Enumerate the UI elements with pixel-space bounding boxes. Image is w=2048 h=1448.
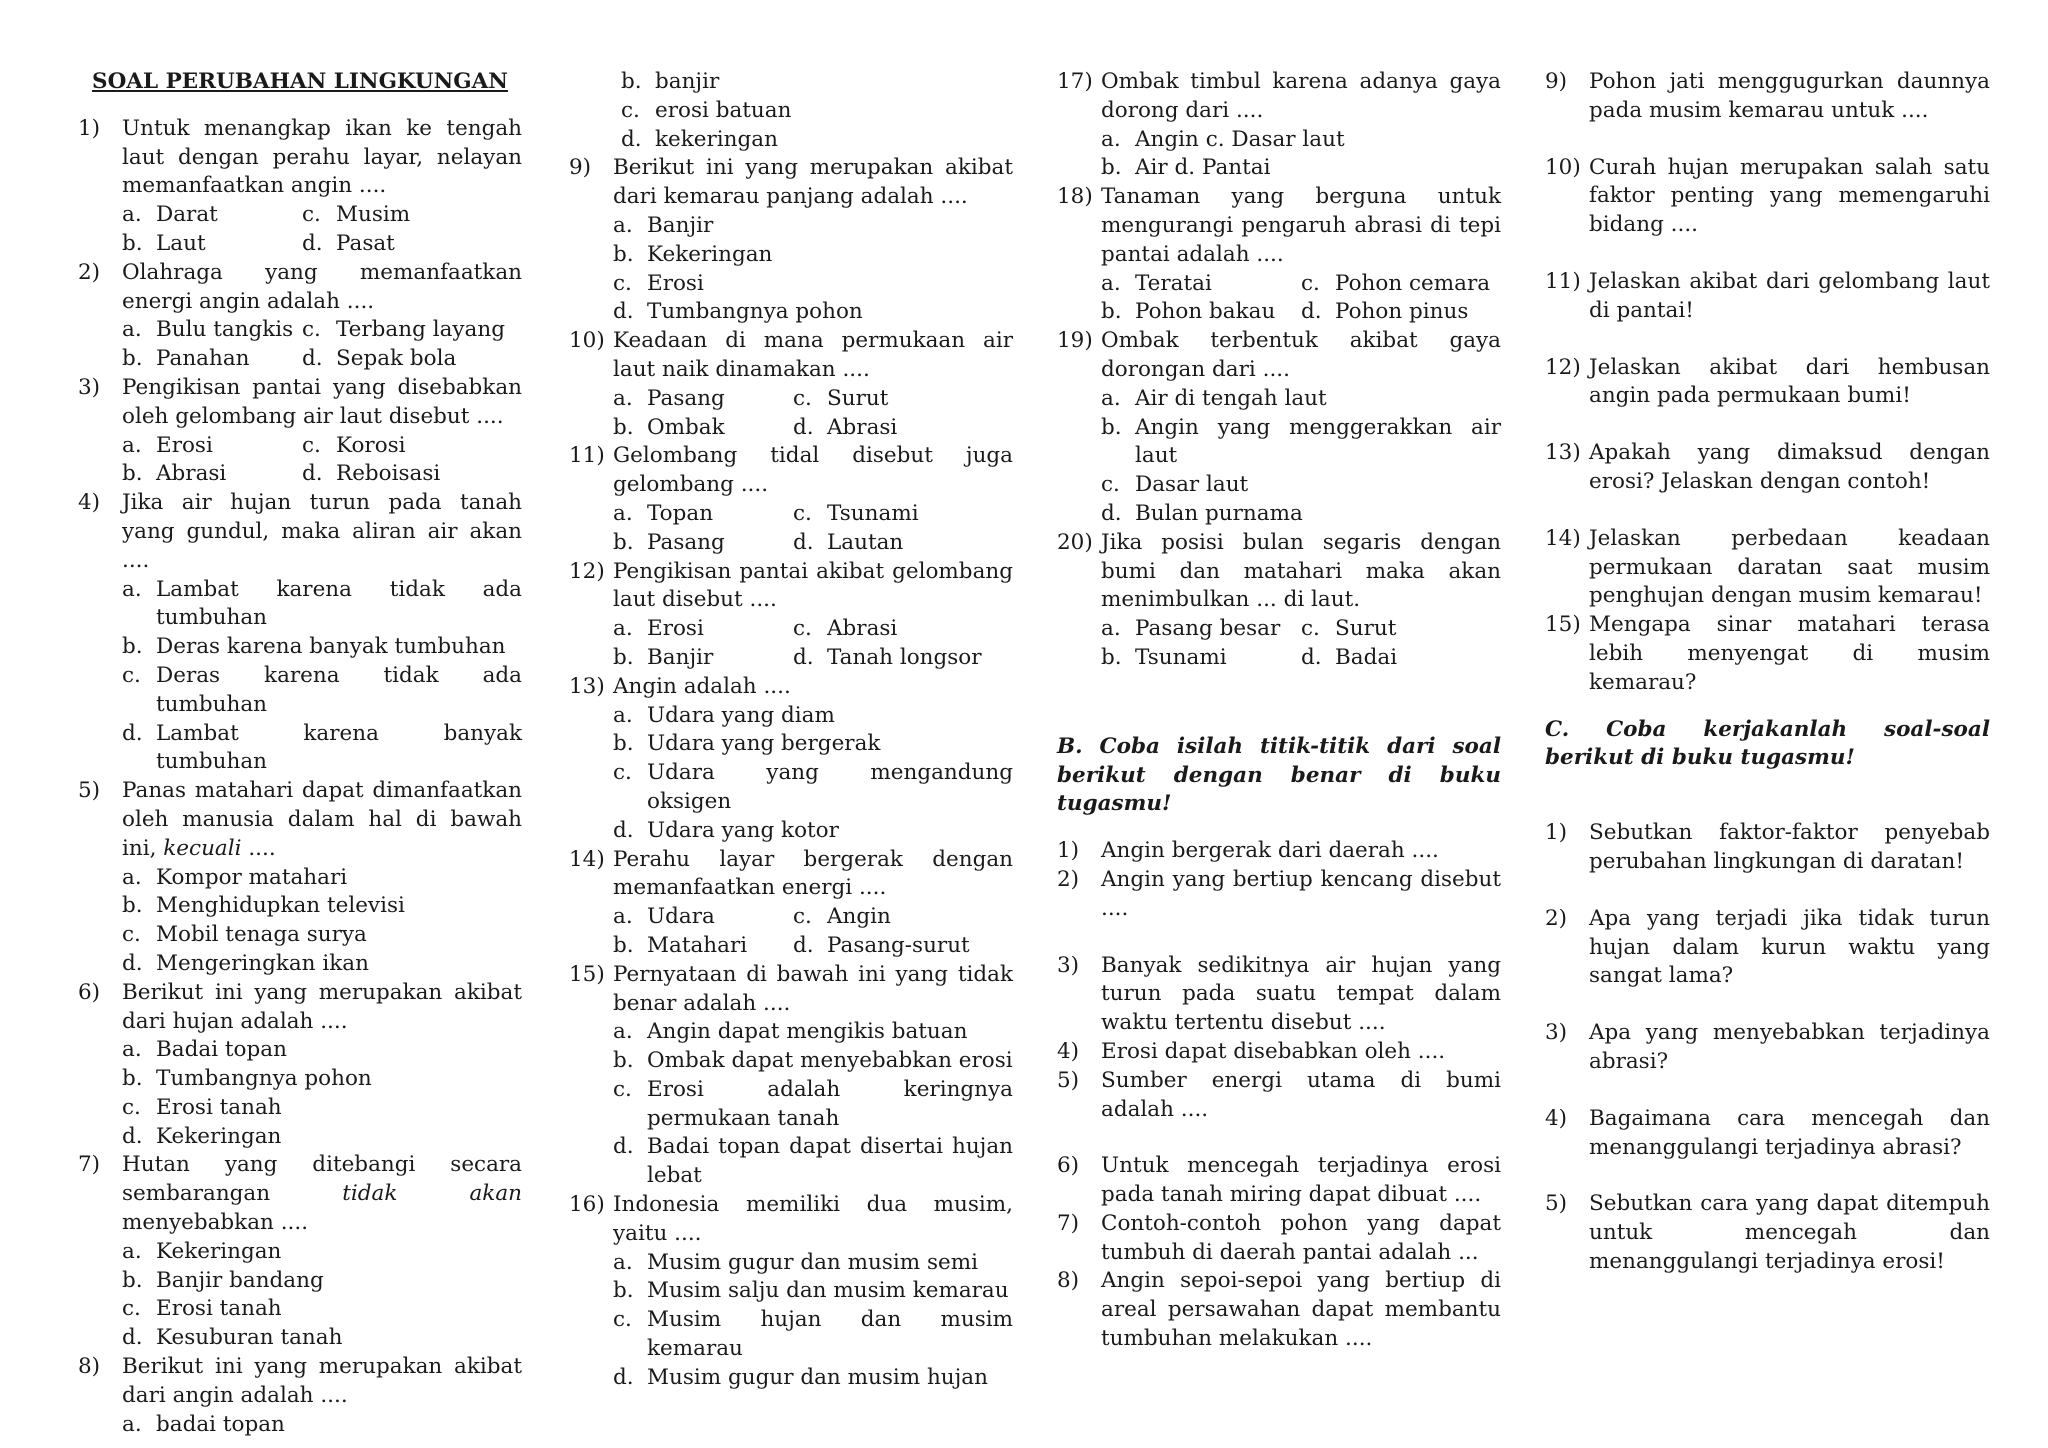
option: d. Tanah longsor — [793, 644, 982, 670]
question-item — [569, 558, 1013, 673]
question-number: 4) — [78, 490, 101, 516]
option: a. Bulu tangkis — [122, 317, 294, 343]
question-item — [1057, 327, 1501, 529]
question-item — [1545, 68, 1990, 126]
answer-options — [569, 1018, 1013, 1191]
option: c. erosi batuan — [621, 97, 792, 123]
question-item — [1057, 68, 1501, 183]
question-item — [1545, 268, 1990, 326]
option: c. Pohon cemara — [1301, 270, 1491, 296]
question-text: Panas matahari dapat dimanfaatkan oleh manusia dalam hal di bawah ini, kecuali .... — [122, 778, 522, 861]
question-text: Berikut ini yang merupakan akibat dari kemarau panjang adalah .... — [613, 155, 1013, 210]
option: a. Teratai — [1101, 270, 1212, 296]
section-b-list — [1057, 837, 1501, 1354]
question-item — [1057, 1267, 1501, 1353]
question-text: Untuk mencegah terjadinya erosi pada tanah miring dapat dibuat .... — [1101, 1153, 1501, 1208]
question-list-part-a — [78, 115, 522, 1440]
question-number: 12) — [1545, 354, 1581, 380]
option: c. Erosi tanah — [122, 1296, 282, 1322]
question-item — [1057, 529, 1501, 673]
option: b. Pasang — [613, 529, 725, 555]
option: d. Udara yang kotor — [613, 817, 839, 843]
question-text: Berikut ini yang merupakan akibat dari angin adalah .... — [122, 1354, 522, 1408]
answer-options — [569, 903, 1013, 961]
option: d. Musim gugur dan musim hujan — [613, 1364, 988, 1390]
option: a. Musim gugur dan musim semi — [613, 1249, 978, 1275]
option: b. Pohon bakau — [1101, 299, 1276, 325]
question-number: 5) — [1545, 1191, 1568, 1217]
question-item — [1545, 525, 1990, 611]
question-number: 16) — [569, 1192, 605, 1218]
question-text: Banyak sedikitnya air hujan yang turun pada suatu tempat dalam waktu tertentu disebut .... — [1101, 952, 1501, 1036]
question-text: Pengikisan pantai akibat gelombang laut disebut .... — [613, 558, 1013, 613]
question-text: Apakah yang dimaksud dengan erosi? Jelaskan dengan contoh! — [1589, 440, 1990, 494]
question-number: 13) — [1545, 440, 1581, 466]
question-text: Erosi dapat disebabkan oleh .... — [1101, 1038, 1446, 1064]
option: d. Tumbangnya pohon — [613, 299, 863, 325]
question-item — [1057, 1210, 1501, 1268]
option: c. Tsunami — [793, 500, 919, 526]
question-text: Mengapa sinar matahari terasa lebih menyengat di musim kemarau? — [1589, 612, 1990, 695]
question-number: 14) — [569, 846, 605, 872]
option: c. Musim — [302, 202, 411, 228]
answer-options — [1057, 615, 1501, 673]
answer-options — [1057, 270, 1501, 328]
question-text: Ombak timbul karena adanya gaya dorong dari .... — [1101, 69, 1501, 123]
option: b. Tsunami — [1101, 644, 1227, 670]
question-item — [1057, 1038, 1501, 1067]
question-item — [1057, 866, 1501, 924]
question-item — [1545, 819, 1990, 877]
question-number: 6) — [78, 979, 101, 1005]
question-number: 10) — [1545, 154, 1581, 180]
question-number: 10) — [569, 328, 605, 354]
question-list-part-a-end — [1057, 68, 1501, 673]
question-item — [569, 154, 1013, 327]
question-item — [569, 327, 1013, 442]
question-number: 6) — [1057, 1153, 1080, 1179]
option: a. Udara — [613, 904, 715, 930]
section-c-heading: C. Coba kerjakanlah soal-soal berikut di buku tugasmu! — [1545, 716, 1990, 771]
question-number: 9) — [569, 155, 592, 181]
question-item — [78, 259, 522, 374]
option: b. Ombak — [613, 414, 725, 440]
option: c. Udara yang mengandung oksigen — [613, 760, 1013, 814]
question-item — [569, 961, 1013, 1191]
question-number: 12) — [569, 558, 605, 584]
answer-options — [78, 1238, 522, 1353]
column-4 — [1545, 68, 1990, 1277]
answer-options — [569, 500, 1013, 558]
question-number: 19) — [1057, 328, 1093, 354]
question-text: Jelaskan akibat dari gelombang laut di pantai! — [1589, 268, 1990, 323]
option: a. Erosi — [122, 432, 213, 458]
option: d. Lautan — [793, 529, 904, 555]
answer-options — [1057, 385, 1501, 529]
option: d. Badai — [1301, 644, 1398, 670]
question-text: Apa yang terjadi jika tidak turun hujan dalam kurun waktu yang sangat lama? — [1589, 905, 1990, 989]
question-item — [1057, 183, 1501, 327]
option: c. Erosi adalah keringnya permukaan tanah — [613, 1076, 1013, 1131]
question-number: 2) — [1057, 866, 1080, 892]
question-text: Sebutkan cara yang dapat ditempuh untuk mencegah dan menanggulangi terjadinya erosi! — [1589, 1191, 1990, 1274]
option: b. Ombak dapat menyebabkan erosi — [613, 1048, 1013, 1074]
question-number: 15) — [1545, 612, 1581, 638]
option: a. Banjir — [613, 212, 714, 238]
question-text: Bagaimana cara mencegah dan menanggulangi terjadinya abrasi? — [1589, 1105, 1990, 1160]
column-3 — [1057, 68, 1501, 1354]
question-number: 11) — [1545, 268, 1581, 294]
question-number: 8) — [78, 1354, 101, 1380]
section-b-heading: B. Coba isilah titik-titik dari soal berikut dengan benar di buku tugasmu! — [1057, 733, 1501, 817]
option: b. Angin yang menggerakkan air laut — [1101, 414, 1501, 469]
answer-options — [78, 864, 522, 979]
option: b. Matahari — [613, 932, 748, 958]
option: b. Panahan — [122, 346, 250, 372]
option: a. Udara yang diam — [613, 702, 835, 728]
question-number: 5) — [1057, 1067, 1080, 1093]
question-text: Apa yang menyebabkan terjadinya abrasi? — [1589, 1020, 1990, 1074]
option: d. Badai topan dapat disertai hujan lebat — [613, 1134, 1013, 1189]
question-number: 2) — [1545, 905, 1568, 931]
option: b. Deras karena banyak tumbuhan — [122, 634, 506, 660]
question-text: Perahu layar bergerak dengan memanfaatkan energi .... — [613, 846, 1013, 901]
option: d. Pasang-surut — [793, 932, 970, 958]
question-item — [1545, 611, 1990, 697]
option: a. Pasang besar — [1101, 616, 1281, 642]
option: b. Laut — [122, 230, 206, 256]
question-8-continued-options — [569, 68, 1013, 154]
question-text: Angin yang bertiup kencang disebut .... — [1101, 866, 1501, 921]
question-number: 11) — [569, 443, 605, 469]
question-text: Pengikisan pantai yang disebabkan oleh gelombang air laut disebut .... — [122, 374, 522, 429]
question-number: 3) — [1057, 952, 1080, 978]
option: b. banjir — [621, 69, 720, 94]
question-item — [1545, 354, 1990, 412]
option: d. Lambat karena banyak tumbuhan — [122, 720, 522, 775]
question-number: 15) — [569, 961, 605, 987]
option: d. Pasat — [302, 230, 395, 256]
option: b. Menghidupkan televisi — [122, 893, 405, 919]
column-1 — [78, 68, 522, 1439]
option: a. Kekeringan — [122, 1238, 282, 1264]
answer-options — [569, 615, 1013, 673]
question-item — [1545, 439, 1990, 497]
option: d. Kesuburan tanah — [122, 1325, 343, 1351]
option: c. Mobil tenaga surya — [122, 922, 367, 948]
option: a. Air di tengah laut — [1101, 385, 1327, 411]
question-number: 8) — [1057, 1268, 1080, 1294]
option: d. Abrasi — [793, 414, 898, 440]
option: a. Angin c. Dasar laut — [1101, 126, 1345, 152]
question-item — [1057, 1152, 1501, 1210]
answer-options — [1057, 126, 1501, 184]
question-number: 4) — [1545, 1105, 1568, 1131]
option: a. Kompor matahari — [122, 864, 348, 890]
option: c. Abrasi — [793, 616, 898, 642]
question-number: 13) — [569, 673, 605, 699]
answer-options — [569, 702, 1013, 846]
question-item — [78, 489, 522, 777]
answer-options — [78, 576, 522, 778]
answer-options — [569, 212, 1013, 327]
answer-options — [569, 1249, 1013, 1393]
question-text: Angin bergerak dari daerah .... — [1101, 838, 1439, 864]
section-c-list — [1545, 791, 1990, 1277]
question-number: 1) — [1545, 820, 1568, 846]
question-item — [1545, 1019, 1990, 1077]
question-number: 4) — [1057, 1038, 1080, 1064]
question-number: 20) — [1057, 529, 1093, 555]
question-item — [569, 442, 1013, 557]
option: d. Mengeringkan ikan — [122, 950, 369, 976]
question-text: Sumber energi utama di bumi adalah .... — [1101, 1067, 1501, 1122]
answer-options — [78, 201, 522, 259]
question-item — [1057, 837, 1501, 866]
option: a. Darat — [122, 202, 218, 228]
option: c. Erosi tanah — [122, 1094, 282, 1120]
option: a. Topan — [613, 500, 714, 526]
option: a. Erosi — [613, 616, 704, 642]
section-b-list-cont — [1545, 68, 1990, 698]
question-list-part-a-cont — [569, 154, 1013, 1392]
question-item — [569, 1191, 1013, 1393]
question-item — [569, 846, 1013, 961]
question-number: 17) — [1057, 69, 1093, 94]
question-text: Curah hujan merupakan salah satu faktor penting yang memengaruhi bidang .... — [1589, 154, 1990, 238]
question-number: 3) — [1545, 1020, 1568, 1046]
option: c. Angin — [793, 904, 891, 930]
option: b. Udara yang bergerak — [613, 731, 881, 757]
question-item — [78, 374, 522, 489]
option: c. Deras karena tidak ada tumbuhan — [122, 662, 522, 717]
question-text: Keadaan di mana permukaan air laut naik dinamakan .... — [613, 328, 1013, 382]
question-item — [1057, 1067, 1501, 1125]
question-number: 18) — [1057, 184, 1093, 210]
question-text: Pernyataan di bawah ini yang tidak benar adalah .... — [613, 961, 1013, 1016]
option: b. Musim salju dan musim kemarau — [613, 1278, 1009, 1304]
page-title: SOAL PERUBAHAN LINGKUNGAN — [92, 69, 508, 94]
question-text: Ombak terbentuk akibat gaya dorongan dari .... — [1101, 328, 1501, 382]
question-text: Pohon jati menggugurkan daunnya pada musim kemarau untuk .... — [1589, 69, 1990, 123]
question-text: Sebutkan faktor-faktor penyebab perubahan lingkungan di daratan! — [1589, 820, 1990, 874]
question-item — [78, 1151, 522, 1353]
option: b. Abrasi — [122, 461, 227, 487]
question-text: Untuk menangkap ikan ke tengah laut dengan perahu layar, nelayan memanfaatkan angin .... — [122, 115, 522, 199]
question-number: 3) — [78, 374, 101, 400]
option: d. kekeringan — [621, 126, 778, 152]
option: a. Angin dapat mengikis batuan — [613, 1019, 968, 1045]
option: b. Banjir bandang — [122, 1267, 324, 1293]
column-2 — [569, 68, 1013, 1393]
option: c. Surut — [793, 385, 889, 411]
option: b. Air d. Pantai — [1101, 155, 1271, 181]
question-number: 2) — [78, 259, 101, 285]
question-text: Angin adalah .... — [613, 673, 791, 699]
question-item — [1545, 154, 1990, 240]
question-text: Contoh-contoh pohon yang dapat tumbuh di daerah pantai adalah ... — [1101, 1210, 1501, 1265]
option: c. Korosi — [302, 432, 406, 458]
option: b. Banjir — [613, 644, 714, 670]
option: c. Dasar laut — [1101, 472, 1249, 498]
question-item — [1545, 905, 1990, 991]
question-text: Tanaman yang berguna untuk mengurangi pengaruh abrasi di tepi pantai adalah .... — [1101, 184, 1501, 267]
option: d. Sepak bola — [302, 346, 457, 372]
question-number: 7) — [1057, 1210, 1080, 1236]
question-item — [1545, 1190, 1990, 1276]
option: d. Reboisasi — [302, 461, 441, 487]
question-text: Olahraga yang memanfaatkan energi angin adalah .... — [122, 259, 522, 314]
question-number: 14) — [1545, 525, 1581, 551]
question-text: Jelaskan perbedaan keadaan permukaan daratan saat musim penghujan dengan musim kemarau! — [1589, 525, 1990, 609]
option: b. Tumbangnya pohon — [122, 1066, 372, 1092]
answer-options — [78, 432, 522, 490]
option: d. Bulan purnama — [1101, 500, 1303, 526]
question-text: Jelaskan akibat dari hembusan angin pada permukaan bumi! — [1589, 354, 1990, 409]
option: c. Surut — [1301, 616, 1397, 642]
question-number: 7) — [78, 1152, 101, 1178]
option: a. Badai topan — [122, 1037, 287, 1063]
question-number: 1) — [1057, 838, 1080, 864]
question-number: 9) — [1545, 69, 1568, 94]
option: a. badai topan — [122, 1411, 285, 1437]
answer-options — [569, 385, 1013, 443]
option: a. Pasang — [613, 385, 725, 411]
option: c. Musim hujan dan musim kemarau — [613, 1307, 1013, 1362]
question-item — [1545, 1105, 1990, 1163]
question-item — [1057, 952, 1501, 1038]
option: c. Terbang layang — [302, 317, 505, 343]
question-text: Jika posisi bulan segaris dengan bumi dan matahari maka akan menimbulkan ... di laut. — [1101, 529, 1501, 613]
question-item — [78, 777, 522, 979]
question-number: 5) — [78, 778, 101, 804]
question-text: Jika air hujan turun pada tanah yang gundul, maka aliran air akan .... — [122, 490, 522, 573]
option: d. Kekeringan — [122, 1123, 282, 1149]
question-text: Hutan yang ditebangi secara sembarangan tidak akan menyebabkan .... — [122, 1152, 522, 1236]
question-item — [78, 1353, 522, 1439]
answer-options — [78, 1411, 522, 1440]
question-text: Angin sepoi-sepoi yang bertiup di areal persawahan dapat membantu tumbuhan melakukan .... — [1101, 1268, 1501, 1352]
option: b. Kekeringan — [613, 241, 773, 267]
question-text: Gelombang tidal disebut juga gelombang .... — [613, 443, 1013, 498]
option: c. Erosi — [613, 270, 704, 296]
question-item — [78, 979, 522, 1152]
question-text: Berikut ini yang merupakan akibat dari hujan adalah .... — [122, 979, 522, 1034]
question-text: Indonesia memiliki dua musim, yaitu .... — [613, 1192, 1013, 1246]
option: a. Lambat karena tidak ada tumbuhan — [122, 576, 522, 631]
option: d. Pohon pinus — [1301, 299, 1469, 325]
question-number: 1) — [78, 115, 101, 141]
question-item — [78, 115, 522, 259]
question-item — [569, 673, 1013, 846]
answer-options — [78, 316, 522, 374]
answer-options — [78, 1036, 522, 1151]
